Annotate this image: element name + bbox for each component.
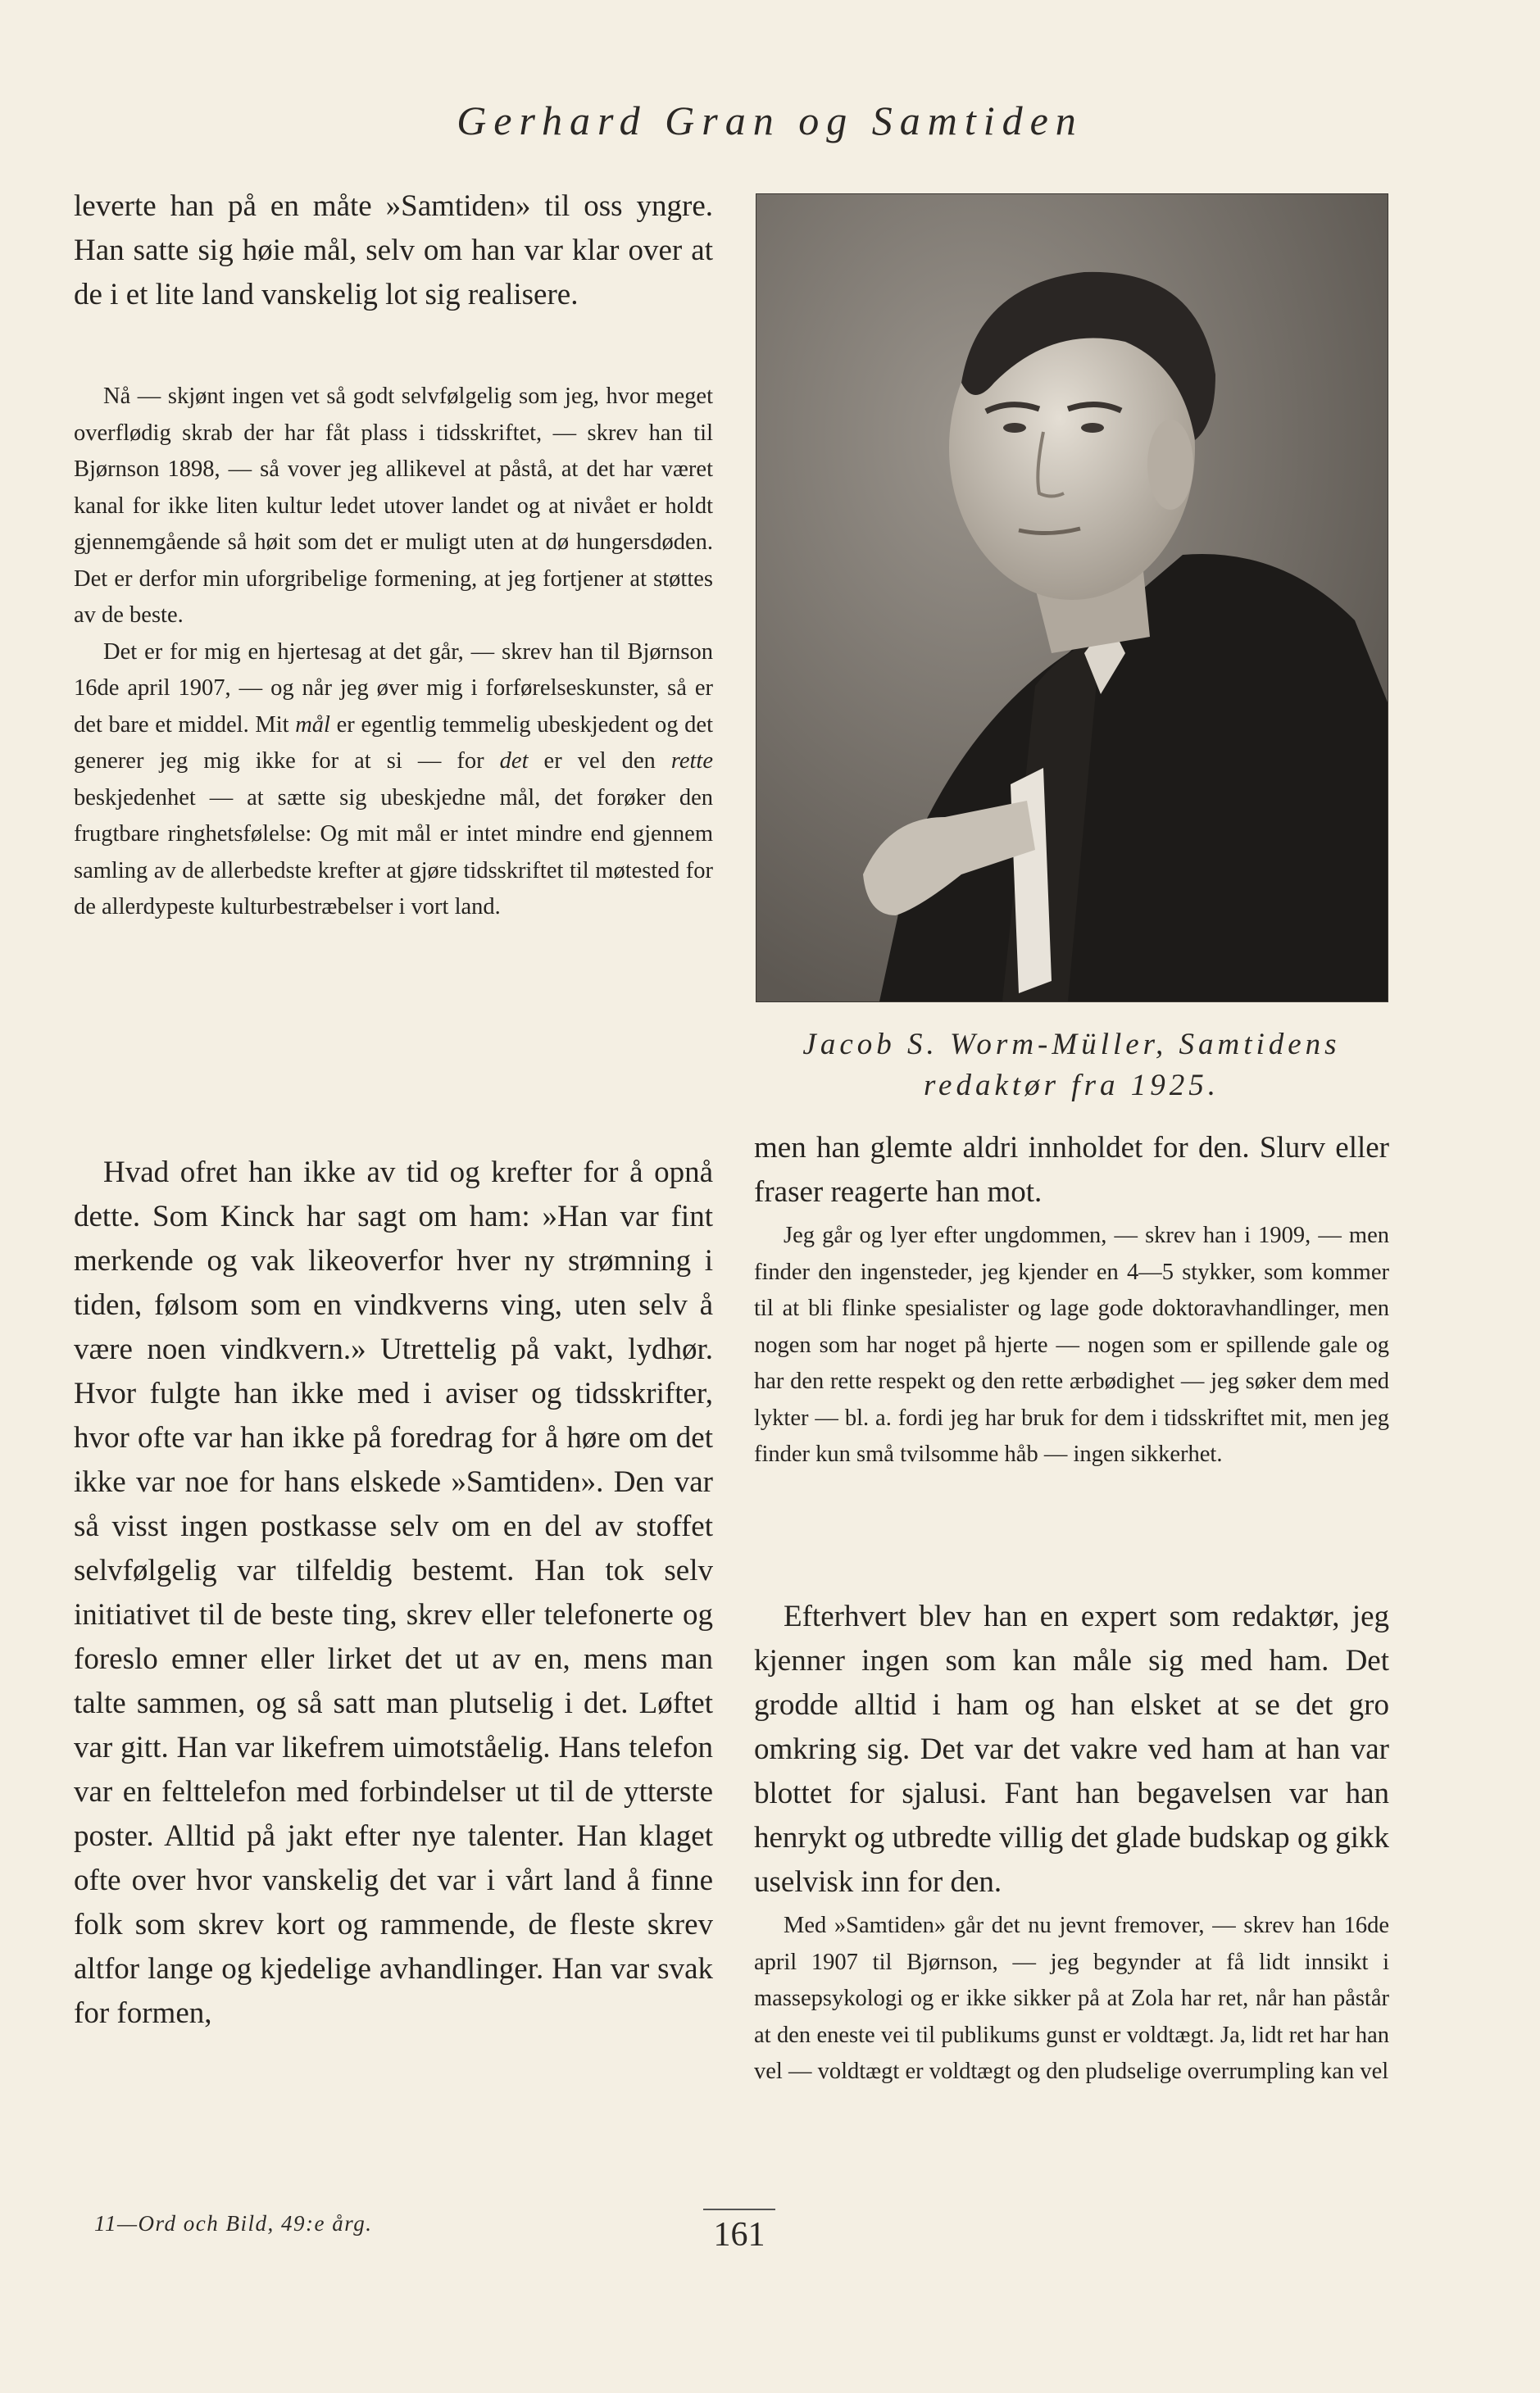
quote-1907-part-2: er egentlig temmelig ubeskjedent og det generer jeg mig ikke for at si — for (74, 711, 713, 774)
main-paragraph: Hvad ofret han ikke av tid og krefter for å opnå dette. Som Kinck har sagt om ham: »Han var fint merkende og vak likeoverfor hver ny strømning i tiden, følsom som en vindkverns ving, uten selv å være noen vindkvern.» Utrettelig på vakt, lydhør. Hvor fulgte han ikke med i aviser og tidsskrifter, hvor ofte var han ikke på foredrag for å høre om det ikke var noe for hans elskede »Samtiden». Den var så visst ingen postkasse selv om en del av stoffet selvfølgelig var tilfeldig bestemt. Han tok selv initiativet til de beste ting, skrev eller telefonerte og foreslo emner eller lirket det ut av en, mens man talte sammen, og så satt man plutselig i det. Løftet var gitt. Han var likefrem uimotståelig. Hans telefon var en felttelefon med forbindelser ut til de ytterste poster. Alltid på jakt efter nye talenter. Han klaget ofte over hvor vanskelig det var i vårt land å finne folk som skrev kort og rammende, de fleste skrev altfor lange og kjedelige avhandlinger. Han var svak for formen, (74, 1156, 713, 2030)
quote-1907 (74, 634, 713, 926)
quote-1898: Nå — skjønt ingen vet så godt selvfølgelig som jeg, hvor meget overflødig skrab der har fåt plass i tidsskriftet, — skrev han til Bjørnson 1898, — så vover jeg allikevel at påstå, at det har været kanal for ikke liten kultur ledet utover landet og at nivået er holdt gjennemgående så høit som det er muligt uten at dø hungersdøden. Det er derfor min uforgribelige formening, at jeg fortjener at støttes av de beste. (74, 384, 713, 628)
photo-caption: Jacob S. Worm-Müller, Samtidens redaktør fra 1925. (802, 1028, 1341, 1102)
right-paragraph-2: Efterhvert blev han en expert som redaktør, jeg kjenner ingen som kan måle sig med ham. Det grodde alltid i ham og han elsket at se det gro omkring sig. Det var det vakre ved ham at han var blottet for sjalusi. Fant han begavelsen var han henrykt og utbredte villig det glade budskap og gikk uselvisk inn for den. (754, 1600, 1389, 1899)
quote-1907-part-1: Det er for mig en hjertesag at det går, — skrev han til Bjørnson 16de april 1907, — og når jeg øver mig i forførelseskunster, så er det bare et middel. Mit (74, 638, 713, 738)
right-column (754, 1126, 1389, 1473)
quote-1909: Jeg går og lyer efter ungdommen, — skrev han i 1909, — men finder den ingensteder, jeg kjender en 4—5 stykker, som kommer til at bli flinke spesialister og lage gode doktoravhandlinger, men nogen som har noget på hjerte — nogen som er spillende gale og har den rette respekt og den rette ærbødighet — jeg søker dem med lykter — bl. a. fordi jeg har bruk for dem i tidsskriftet mit, men jeg finder kun små tvilsomme håb — ingen sikkerhet. (754, 1223, 1389, 1467)
quote-1907-italic-2: det (499, 748, 529, 774)
portrait-photo (756, 193, 1388, 1002)
running-title: Gerhard Gran og Samtiden (457, 98, 1083, 143)
left-quote-block (74, 379, 713, 926)
quote-1907-part-3: er vel den (528, 748, 671, 774)
page-number-rule (703, 2209, 775, 2210)
left-main-block (74, 1151, 713, 2036)
right-column-lower (754, 1595, 1389, 2091)
quote-samtiden-1907: Med »Samtiden» går det nu jevnt fremover, — skrev han 16de april 1907 til Bjørnson, — jeg begynder at få lidt innsikt i massepsykologi og er ikke sikker på at Zola har ret, når han påstår at den eneste vei til publikums gunst er voldtægt. Ja, lidt ret har han vel — voldtægt er voldtægt og den pludselige overrumpling kan vel (754, 1913, 1389, 2084)
quote-1907-italic-3: rette (670, 748, 713, 774)
page-number: 161 (713, 2216, 765, 2254)
right-paragraph-1: men han glemte aldri innholdet for den. Slurv eller fraser reagerte han mot. (754, 1131, 1389, 1209)
left-column (74, 184, 713, 317)
portrait-illustration (756, 194, 1388, 1001)
quote-1907-italic-1: mål (295, 711, 330, 738)
quote-1907-part-4: beskjedenhet — at sætte sig ubeskjedne mål, det forøker den frugtbare ringhetsfølelse: Og mit mål er intet mindre end gjennem samling av de allerbedste krefter at gjøre tidsskriftet til møtested for de allerdypeste kulturbestræbelser i vort land. (74, 784, 713, 920)
intro-paragraph: leverte han på en måte »Samtiden» til oss yngre. Han satte sig høie mål, selv om han var klar over at de i et lite land vanskelig lot sig realisere. (74, 189, 713, 311)
signature-line: 11—Ord och Bild, 49:e årg. (94, 2211, 373, 2236)
